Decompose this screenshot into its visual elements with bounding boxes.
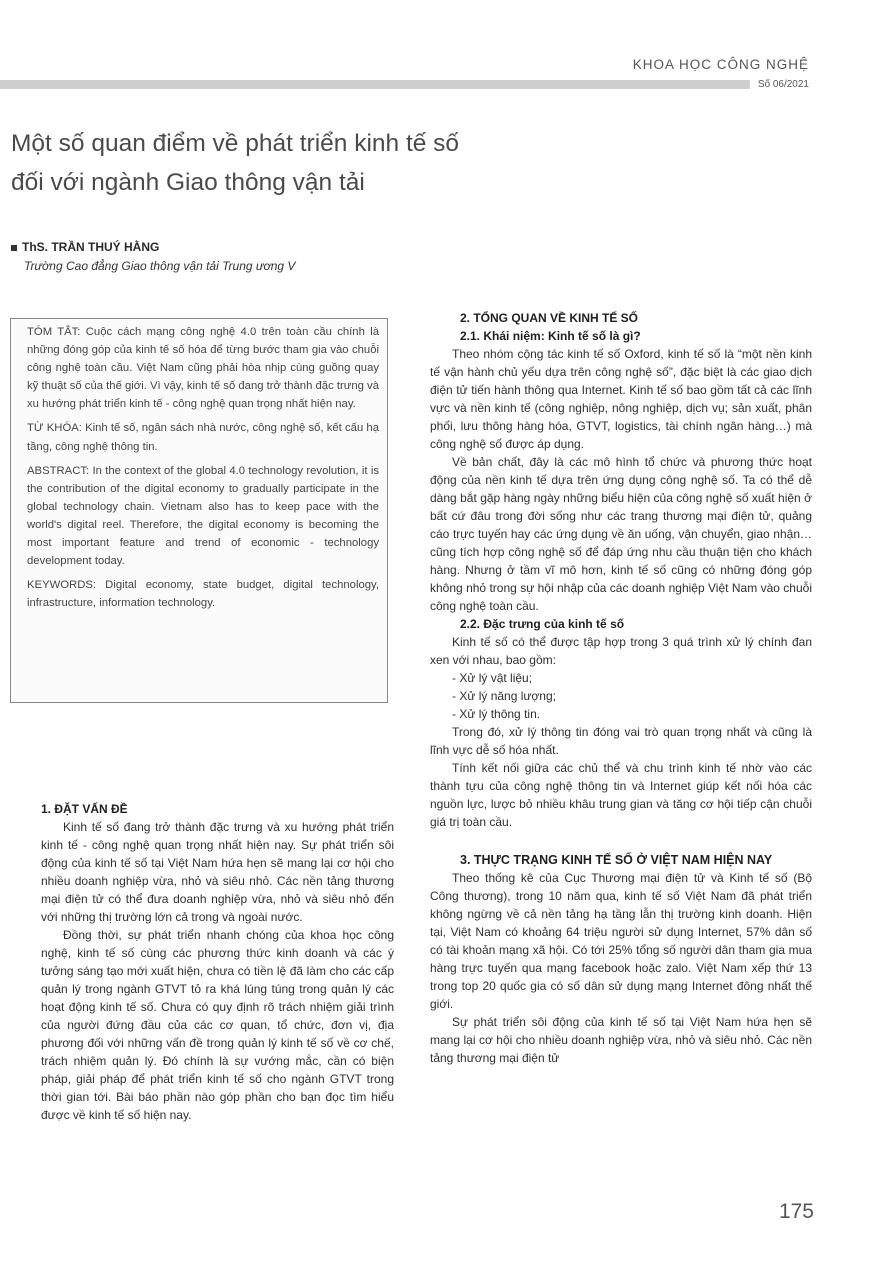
paragraph: Kinh tế số đang trở thành đặc trưng và xu hướng phát triển kinh tế - công nghệ quan trọng nhất hiện nay. Sự phát triển sôi động của kinh tế số tại Việt Nam hứa hẹn sẽ mang lại cơ hội cho nhiều doanh nghiệp vừa, nhỏ và siêu nhỏ. Các nền tảng thương mại điện tử có thể đưa doanh nghiệp vừa, nhỏ và siêu nhỏ đến với những thị trường lớn cả trong và ngoài nước. [41, 820, 394, 924]
author [11, 240, 159, 254]
paragraph: Theo nhóm cộng tác kinh tế số Oxford, kinh tế số là “một nền kinh tế vận hành chủ yếu dựa trên công nghệ số”, đặc biệt là các giao dịch điện tử tiến hành thông qua Internet. Kinh tế số bao gồm tất cả các lĩnh vực và nền kinh tế (công nghiệp, nông nghiệp, dịch vụ; sản xuất, phân phối, lưu thông hàng hóa, GTVT, logistics, tài chính ngân hàng…) mà công nghệ số được áp dụng. [430, 347, 812, 451]
abstract-vi: TÓM TẮT: Cuộc cách mạng công nghệ 4.0 trên toàn cầu chính là những đóng góp của kinh tế số hóa để từng bước tham gia vào chuỗi công nghệ toàn cầu. Việt Nam cũng phải hòa nhịp cùng guồng quay kỹ thuật số của thế giới. Vì vậy, kinh tế số đang trở thành đặc trưng và xu hướng phát triển kinh tế - công nghệ quan trọng nhất hiện nay. [27, 326, 379, 411]
subsection-2-2-heading: 2.2. Đặc trưng của kinh tế số [460, 617, 625, 631]
paragraph: Về bản chất, đây là các mô hình tổ chức và phương thức hoạt động của nền kinh tế dựa trên ứng dụng công nghệ số. Ta có thể dễ dàng bắt gặp hàng ngày những biểu hiện của công nghệ số xuất hiện ở bất cứ đâu trong đời sống như các trang thương mại điện tử, quảng cáo trực tuyến hay các ứng dụng về ăn uống, vận chuyển, giao nhận… cũng tích hợp công nghệ số để đáp ứng nhu cầu thuận tiện cho khách hàng. Nhưng ở tầm vĩ mô hơn, kinh tế số cũng có những đóng góp không nhỏ trong sự hội nhập của các doanh nghiệp Việt Nam vào chuỗi công nghệ toàn cầu. [430, 455, 812, 613]
left-column [41, 800, 394, 1124]
issue-number: Số 06/2021 [757, 79, 809, 90]
paragraph: Kinh tế số có thể được tập hợp trong 3 quá trình xử lý chính đan xen với nhau, bao gồm: [430, 635, 812, 667]
page-number: 175 [778, 1200, 814, 1223]
subsection-2-1-heading: 2.1. Khái niệm: Kinh tế số là gì? [460, 329, 641, 343]
keywords-en: KEYWORDS: Digital economy, state budget, digital technology, infrastructure, information technology. [27, 579, 379, 610]
paragraph: Sự phát triển sôi động của kinh tế số tại Việt Nam hứa hẹn sẽ mang lại cơ hội cho nhiều doanh nghiệp vừa, nhỏ và siêu nhỏ. Các nền tảng thương mại điện tử [430, 1015, 812, 1065]
paragraph: Theo thống kê của Cục Thương mại điện tử và Kinh tế số (Bộ Công thương), trong 10 năm qua, kinh tế số Việt Nam đã phát triển không ngừng về cả nền tảng hạ tầng lẫn thị trường kinh doanh. Hiện tại, Việt Nam có khoảng 64 triệu người sử dụng Internet, 57% dân số có tài khoản mạng xã hội. Có tới 25% tổng số người dân tham gia mua hàng trực tuyến qua mạng facebook hoặc zalo. Việt Nam xếp thứ 13 trong top 20 quốc gia có số dân sử dụng mạng Internet đông nhất thế giới. [430, 871, 812, 1011]
right-column [430, 309, 812, 1067]
list-item: - Xử lý năng lượng; [452, 689, 556, 703]
paragraph: Tính kết nối giữa các chủ thể và chu trình kinh tế nhờ vào các thành tựu của công nghệ thông tin và Internet giúp kết nối hóa các nguồn lực, lược bỏ nhiều khâu trung gian và tăng cơ hội tiếp cận chuỗi giá trị toàn cầu. [430, 761, 812, 829]
section-1-heading: 1. ĐẶT VẤN ĐỀ [41, 802, 128, 816]
square-bullet-icon [11, 245, 17, 251]
abstract-en: ABSTRACT: In the context of the global 4.0 technology revolution, it is the contribution of the digital economy to gradually participate in the global technology chain. Vietnam also has to keep pace with the world's digital reel. Therefore, the digital economy is becoming the most important feature and trend of economic - technology development today. [27, 464, 379, 568]
title-line-1: Một số quan điểm về phát triển kinh tế số [11, 130, 460, 157]
article-title [11, 124, 651, 202]
running-section-title: KHOA HỌC CÔNG NGHỆ [632, 57, 809, 72]
list-item: - Xử lý thông tin. [452, 707, 541, 721]
header-bar [0, 80, 750, 89]
paragraph: Trong đó, xử lý thông tin đóng vai trò quan trọng nhất và cũng là lĩnh vực dễ số hóa nhất. [430, 725, 812, 757]
section-3-heading: 3. THỰC TRẠNG KINH TẾ SỐ Ở VIỆT NAM HIỆN NAY [460, 853, 773, 867]
section-2-heading: 2. TỔNG QUAN VỀ KINH TẾ SỐ [460, 311, 639, 325]
title-line-2: đối với ngành Giao thông vận tải [11, 169, 365, 196]
author-name: ThS. TRẦN THUÝ HẰNG [22, 240, 160, 254]
keywords-vi: TỪ KHÓA: Kinh tế số, ngân sách nhà nước, công nghệ số, kết cấu hạ tầng, công nghệ thông tin. [27, 422, 379, 453]
list-item: - Xử lý vật liệu; [452, 671, 533, 685]
affiliation: Trường Cao đẳng Giao thông vận tải Trung ương V [24, 259, 296, 273]
abstract-box [10, 318, 388, 703]
paragraph: Đồng thời, sự phát triển nhanh chóng của khoa học công nghệ, kinh tế số cùng các phương thức kinh doanh và các ý tưởng sáng tạo mới xuất hiện, chưa có tiền lệ đã làm cho các cấp quản lý trong ngành GTVT tỏ ra khá lúng túng trong quản lý các hoạt động kinh tế số. Chưa có quy định rõ trách nhiệm giải trình của người đứng đầu của các cơ quan, tổ chức, đơn vị, địa phương đối với những vấn đề trong quản lý kinh tế số về cơ chế, trách nhiệm quản lý. Đó chính là sự vướng mắc, cần có biện pháp, giải pháp để phát triển kinh tế số cho ngành GTVT trong thời gian tới. Bài báo phần nào góp phần cho bạn đọc tìm hiểu được về kinh tế số hiện nay. [41, 928, 394, 1122]
